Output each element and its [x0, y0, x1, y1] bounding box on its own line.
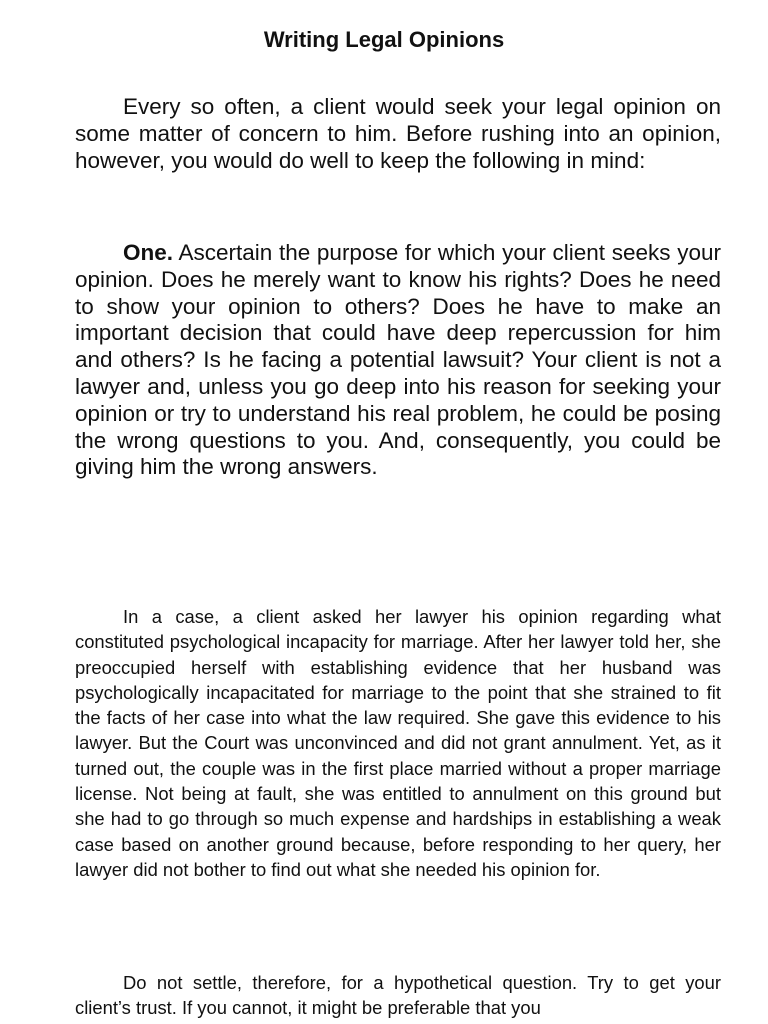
- point-one-body: Ascertain the purpose for which your client seeks your opinion. Does he merely want to know his rights? Does he need to show your opinion to others? Does he have to make an important decision that could have deep repercussion for him and others? Is he facing a potential lawsuit? Your client is not a lawyer and, unless you go deep into his reason for seeking your opinion or try to understand his real problem, he could be posing the wrong questions to you. And, consequently, you could be giving him the wrong answers.: [75, 240, 721, 480]
- case-example-paragraph: In a case, a client asked her lawyer his opinion regarding what constituted psychological incapacity for marriage. After her lawyer told her, she preoccupied herself with establishing evidence that her husband was psychologically incapacitated for marriage to the point that she strained to fit the facts of her case into what the law required. She gave this evidence to his lawyer. But the Court was unconvinced and did not grant annulment. Yet, as it turned out, the couple was in the first place married without a proper marriage license. Not being at fault, she was entitled to annulment on this ground but she had to go through so much expense and hardships in establishing a weak case based on another ground because, before responding to her query, her lawyer did not bother to find out what she needed his opinion for.: [75, 606, 721, 880]
- point-one-paragraph: [75, 240, 721, 481]
- document-title: Writing Legal Opinions: [263, 27, 505, 52]
- advice-paragraph: Do not settle, therefore, for a hypothetical question. Try to get your client’s trust. If you cannot, it might be preferable that you: [75, 972, 721, 1019]
- intro-paragraph: Every so often, a client would seek your legal opinion on some matter of concern to him. Before rushing into an opinion, however, you would do well to keep the following in mind:: [75, 94, 721, 173]
- point-one-lead: One.: [123, 240, 174, 265]
